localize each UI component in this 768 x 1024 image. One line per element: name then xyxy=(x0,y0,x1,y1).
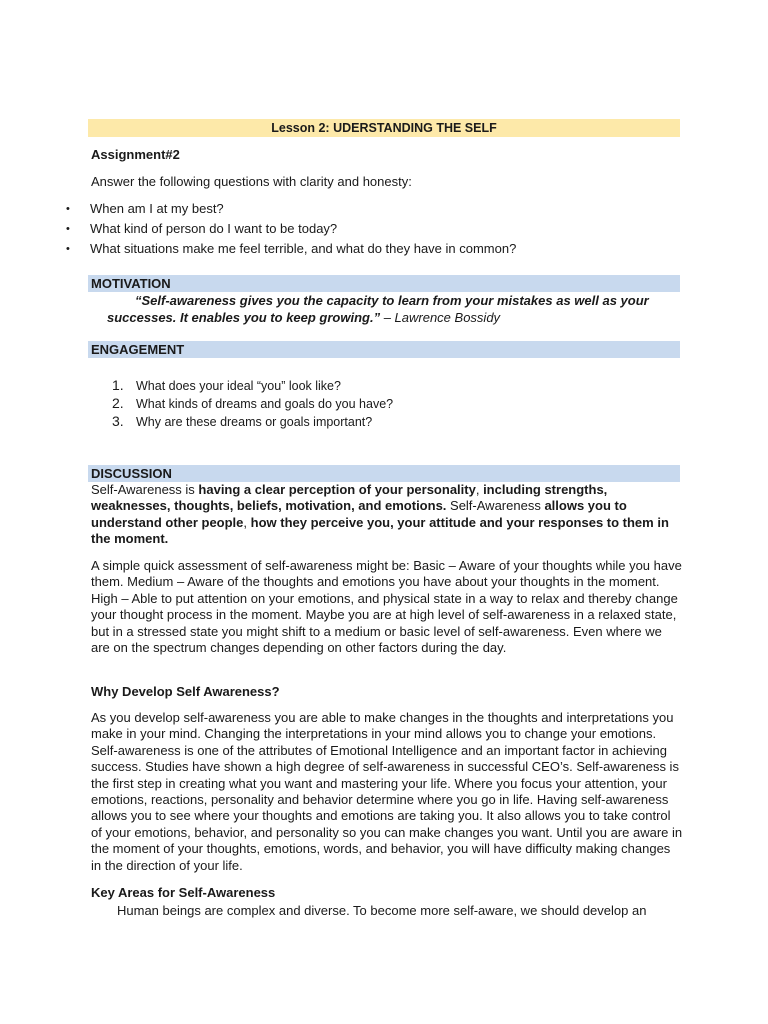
why-heading: Why Develop Self Awareness? xyxy=(91,684,280,699)
item-text: What kinds of dreams and goals do you have? xyxy=(136,397,394,411)
list-item xyxy=(66,219,516,239)
definition-paragraph xyxy=(91,482,683,548)
assignment-instructions: Answer the following questions with clarity and honesty: xyxy=(91,174,412,189)
definition-text: , xyxy=(243,514,251,530)
definition-emphasis: how they perceive you, your attitude and your responses to them in the moment. xyxy=(91,514,669,547)
engagement-heading: ENGAGEMENT xyxy=(88,341,680,358)
key-areas-heading: Key Areas for Self-Awareness xyxy=(91,885,276,900)
definition-text: Self-Awareness xyxy=(446,498,545,514)
assessment-paragraph: A simple quick assessment of self-awareness might be: Basic – Aware of your thoughts while you have them. Medium – Aware of the thoughts and emotions you have about your thoughts in the moment. High – Able to put attention on your emotions, and physical state in a way to relax and thereby change your thought process in the moment. Maybe you are at high level of self-awareness in a relaxed state, but in a stressed state you might shift to a medium or basic level of self-awareness. Even where we are on the spectrum changes depending on other factors during the day. xyxy=(91,558,682,656)
motivation-heading: MOTIVATION xyxy=(88,275,680,292)
question-text: When am I at my best? xyxy=(90,201,224,216)
key-areas-paragraph: Human beings are complex and diverse. To become more self-aware, we should develop an xyxy=(117,903,647,918)
item-number: 2. xyxy=(112,395,124,411)
item-number: 1. xyxy=(112,377,124,393)
bullet-icon: • xyxy=(66,243,70,255)
quote-text: “Self-awareness gives you the capacity to learn from your mistakes as well as your successes. It enables you to keep growing.” xyxy=(107,293,649,325)
list-item xyxy=(66,239,516,259)
definition-emphasis: allows you to understand other people xyxy=(91,498,627,530)
bullet-icon: • xyxy=(66,203,70,215)
assignment-title: Assignment#2 xyxy=(91,147,180,162)
definition-text: Self-Awareness is xyxy=(91,482,199,497)
engagement-list xyxy=(112,377,393,431)
list-item xyxy=(112,395,393,413)
question-list xyxy=(66,199,516,259)
quote-author: – Lawrence Bossidy xyxy=(380,310,501,325)
definition-text: , xyxy=(475,482,484,497)
list-item xyxy=(112,377,393,395)
motivation-quote xyxy=(107,292,667,326)
item-text: Why are these dreams or goals important? xyxy=(136,415,373,429)
list-item xyxy=(66,199,516,219)
list-item xyxy=(112,413,393,431)
item-number: 3. xyxy=(112,413,124,429)
why-paragraph: As you develop self-awareness you are able to make changes in the thoughts and interpretations you make in your mind. Changing the interpretations in your mind allows you to change your emotions. Self-awareness is one of the attributes of Emotional Intelligence and an important factor in achieving success. Studies have shown a high degree of self-awareness in successful CEO’s. Self-awareness is the first step in creating what you want and mastering your life. Where you focus your attention, your emotions, reactions, personality and behavior determine where you go in life. Having self-awareness allows you to see where your thoughts and emotions are taking you. It also allows you to take control of your emotions, behavior, and personality so you can make changes you want. Until you are aware in the moment of your thoughts, emotions, words, and behavior, you will have difficulty making changes in the direction of your life. xyxy=(91,710,683,873)
discussion-heading: DISCUSSION xyxy=(88,465,680,482)
definition-emphasis: including strengths, weaknesses, thoughts, beliefs, motivation, and emotions. xyxy=(91,482,608,514)
bullet-icon: • xyxy=(66,223,70,235)
question-text: What situations make me feel terrible, and what do they have in common? xyxy=(90,241,517,256)
question-text: What kind of person do I want to be today? xyxy=(90,221,338,236)
lesson-title: Lesson 2: UDERSTANDING THE SELF xyxy=(88,119,680,137)
item-text: What does your ideal “you” look like? xyxy=(136,379,341,393)
definition-emphasis: having a clear perception of your personality xyxy=(198,482,476,497)
